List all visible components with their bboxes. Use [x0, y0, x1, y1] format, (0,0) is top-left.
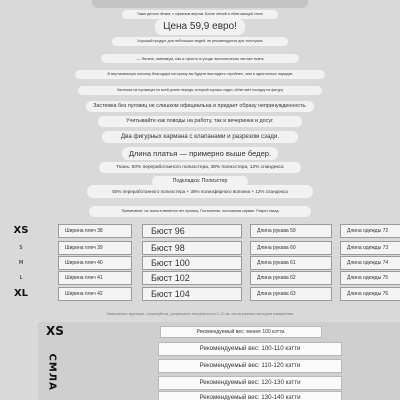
sleeve-length-cell: Длина рукава 61 [250, 256, 332, 270]
sleeve-length-cell: Длина рукава 63 [250, 287, 332, 301]
weight-item: Рекомендуемый вес: менее 100 кэтти. [160, 326, 322, 338]
weight-item: Рекомендуемый вес: 100-110 кэтти [158, 342, 342, 356]
size-row-l [19, 271, 389, 285]
desc-line-6: Застежка без пуговиц не слишком официальна и придает образу непринужденность. [86, 101, 314, 112]
desc-line-2: Хороший продукт для небольших людей, не рекомендуется для толстушек [112, 37, 288, 46]
price-text: Цена 59,9 евро! [155, 19, 245, 35]
weight-item: Рекомендуемый вес: 130-140 кэтти [158, 391, 342, 400]
weight-size-label: XS [46, 324, 64, 338]
shoulder-width-cell: Ширина плеч 40 [58, 256, 132, 270]
sleeve-length-cell: Длина рукава 60 [250, 241, 332, 255]
garment-length-cell: Длина одежды 76 [340, 287, 400, 301]
size-label: M [18, 260, 24, 266]
desc-line-13: Примечание: на ткани в является лет пуговиц. Постоянная, постоянная карман. Разрез назад [89, 206, 311, 217]
bust-cell: Бюст 100 [142, 256, 242, 270]
top-notch [92, 0, 308, 8]
size-row-xl [13, 287, 389, 301]
bust-cell: Бюст 96 [142, 224, 242, 238]
desc-line-9: Длина платья — примерно выше бедер. [122, 147, 278, 160]
shoulder-width-cell: Ширина плеч 42 [58, 287, 132, 301]
sleeve-length-cell: Длина рукава 62 [250, 271, 332, 285]
desc-line-8: Два фигурных кармана с клапанами и разрезом сзади. [102, 131, 298, 143]
sleeve-length-cell: Длина рукава 59 [250, 224, 332, 238]
weight-side-label: СМЛА [46, 353, 58, 391]
garment-length-cell: Длина одежды 75 [340, 271, 400, 285]
shoulder-width-cell: Ширина плеч 38 [58, 224, 132, 238]
bust-cell: Бюст 98 [142, 241, 242, 255]
size-row-s [19, 241, 389, 255]
desc-line-1: Такие детали лёгкие, с офисным верхом. Более лёгкий и облегчающий стиль [122, 10, 278, 19]
bust-cell: Бюст 102 [142, 271, 242, 285]
size-label: XS [13, 225, 29, 236]
size-label: S [19, 245, 23, 251]
size-label: L [19, 275, 23, 281]
shoulder-width-cell: Ширина плеч 41 [58, 271, 132, 285]
weight-item: Рекомендуемый вес: 110-120 кэтти [158, 359, 342, 373]
bust-cell: Бюст 104 [142, 287, 242, 301]
desc-line-3: — Легкие, минимум, как и просто в уходе экологически чистая ткань [101, 54, 299, 63]
desc-line-4: В вертикальную полоску благодаря которому вы будете выглядеть стройнее, чем в однотонных нарядах [75, 70, 325, 79]
measurement-note: Измерение вручную, пожалуйста, разрешите погрешность 1–3 см. из-за разных методов измерения [106, 311, 294, 316]
garment-length-cell: Длина одежды 74 [340, 256, 400, 270]
size-row-m [18, 256, 389, 270]
garment-length-cell: Длина одежды 72 [340, 224, 400, 238]
weight-item: Рекомендуемый вес: 120-130 кэтти [158, 376, 342, 390]
desc-line-7: Учитывайте как поводы на работу, так и вечеринки и досуг. [98, 116, 302, 127]
shoulder-width-cell: Ширина плеч 39 [58, 241, 132, 255]
size-label: XL [13, 288, 29, 299]
size-row-xs [13, 224, 389, 238]
desc-line-5: Застежка на пуговицах по всей длине переда, который хорошо сидит, облегчает посадку на фигуру [78, 86, 322, 95]
desc-line-12: 50% переработанного полиэстера + 38% полиэфирного волокна + 12% спандекса [87, 185, 313, 198]
desc-line-10: Ткань: 50% переработанного полиэстера, 38% полиэстера, 12% спандекса [99, 162, 301, 173]
desc-line-11: Подкладка: Полиэстер [152, 176, 248, 187]
garment-length-cell: Длина одежды 73 [340, 241, 400, 255]
